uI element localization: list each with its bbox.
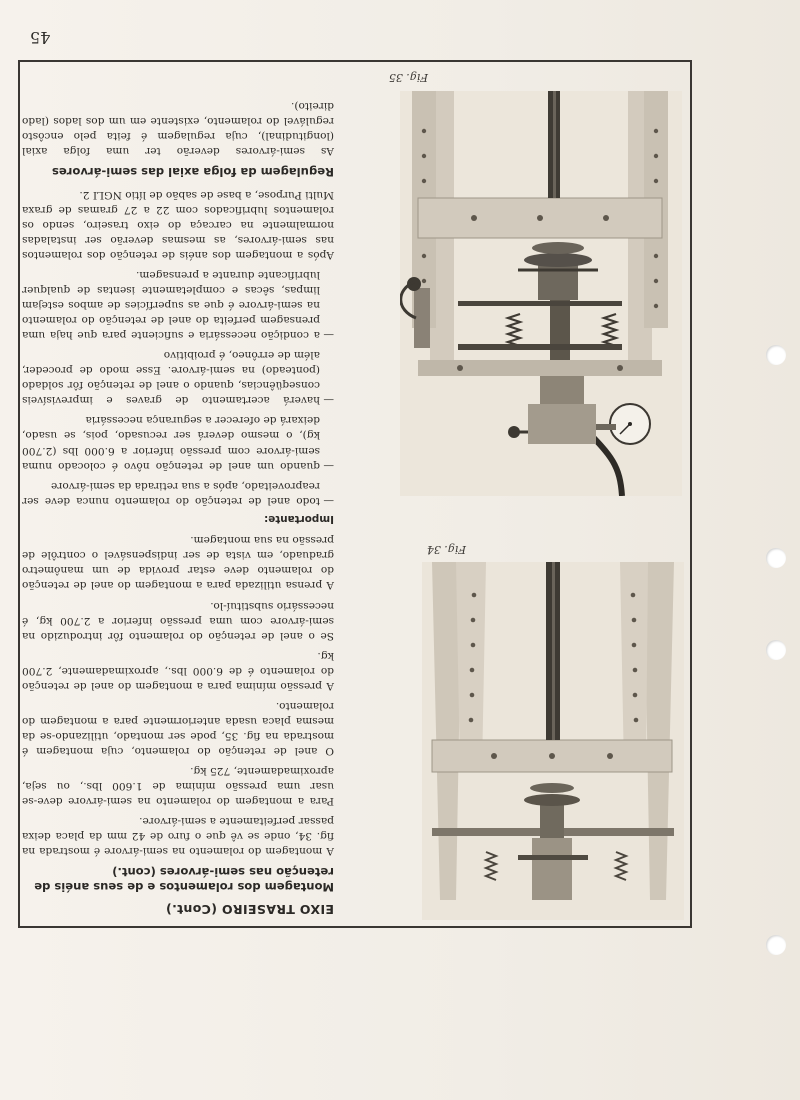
important-bullet bbox=[22, 412, 334, 472]
rotated-content bbox=[20, 62, 690, 926]
paragraph: O anel de retenção do rolamento, cuja montagem é mostrada na fig. 35, pode ser montado, utilizando-se da mesma placa usada anteriormente para a montagem do rolamento. bbox=[22, 699, 334, 757]
section-title: EIXO TRASEIRO (Cont.) bbox=[165, 902, 334, 917]
press-34-illustration bbox=[422, 562, 684, 920]
binder-hole bbox=[766, 345, 786, 365]
paragraph: As semi-árvores deverão ter uma folga axial (longitudinal), cuja regulagem é feita pelo encôsto regulável do rolamento, existente em um dos lados (lado direito). bbox=[22, 99, 334, 157]
binder-hole bbox=[766, 548, 786, 568]
binder-hole bbox=[766, 640, 786, 660]
important-bullet bbox=[22, 347, 334, 407]
paragraph: Se o anel de retenção do rolamento fôr introduzido na semi-árvore com uma pressão inferior a 2.700 kg, é necessário substituí-lo. bbox=[22, 599, 334, 642]
page-number: 45 bbox=[30, 28, 51, 47]
paragraph: A pressão mínima para a montagem do anel de retenção do rolamento é de 6.000 lbs., aproximadamente, 2.700 kg. bbox=[22, 649, 334, 692]
figure-34-caption: Fig. 34 bbox=[426, 543, 466, 556]
bullet-text: haverá acertamento de graves e imprevisíveis conseqüências, quando o anel de retenção fôr soldado (ponteado) na semi-árvore. Esse modo de proceder, além de errôneo, é proibitivo bbox=[22, 349, 320, 407]
bullet-text: todo anel de retenção do rolamento nunca deve ser reaproveitado, após a sua retirada da semi-árvore bbox=[22, 479, 320, 507]
paragraph: Para a montagem do rolamento na semi-árvore deve-se usar uma pressão mínima de 1.600 lbs., ou seja, aproximadamente, 725 kg. bbox=[22, 764, 334, 807]
important-label: Importante: bbox=[264, 513, 334, 526]
bullet-dash: — bbox=[323, 329, 334, 342]
paragraph: A prensa utilizada para a montagem do anel de retenção do rolamento deve estar provida de um manômetro graduado, em vista de ser indispensável o contrôle de pressão na sua montagem. bbox=[22, 534, 334, 592]
binder-hole bbox=[766, 935, 786, 955]
bullet-text: quando um anel de retenção nôvo é colocado numa semi-árvore com pressão inferior a 6.000 lbs (2.700 kg), o mesmo deverá ser recusado, pois, se usado, deixará de oferecer a segurança necessária bbox=[22, 414, 320, 472]
figure-35-caption: Fig. 35 bbox=[388, 71, 428, 84]
figure-34-photo bbox=[422, 562, 684, 920]
bullet-dash: — bbox=[323, 459, 334, 472]
page-frame bbox=[18, 60, 692, 928]
bullet-text: a condição necessária e suficiente para que haja uma prensagem perfeita do anel de retenção do rolamento na semi-árvore é que as superfícies de ambos estejam limpas, sêcas e completamente isentas de qualquer lubrificante durante a prensagem. bbox=[22, 269, 320, 342]
bullet-dash: — bbox=[323, 394, 334, 407]
press-35-illustration bbox=[400, 91, 682, 496]
bullet-dash: — bbox=[323, 494, 334, 507]
important-bullet bbox=[22, 267, 334, 342]
text-column bbox=[22, 93, 334, 918]
subsection-title-mounting: Montagem dos rolamentos e de seus anéis de retenção nas semi-árvores (cont.) bbox=[34, 865, 334, 895]
paragraph: A montagem do rolamento na semi-árvore é mostrada na fig. 34, onde se vê que o furo de 42 mm da placa deixa passar perfeitamente a semi-árvore. bbox=[22, 814, 334, 857]
paragraph: Após a montagem dos anéis de retenção dos rolamentos nas semi-árvores, as mesmas deverão ser instaladas normalmente na carcaça do eixo traseiro, sendo os rolamentos lubrificados com 22 a 27 gramas de graxa Multi Purpose, a base de sabão de lítio NGLI 2. bbox=[22, 189, 334, 262]
important-bullet bbox=[22, 478, 334, 508]
figure-35-photo bbox=[400, 91, 682, 496]
subsection-title-axial-play: Regulagem da folga axial das semi-árvores bbox=[51, 164, 334, 179]
